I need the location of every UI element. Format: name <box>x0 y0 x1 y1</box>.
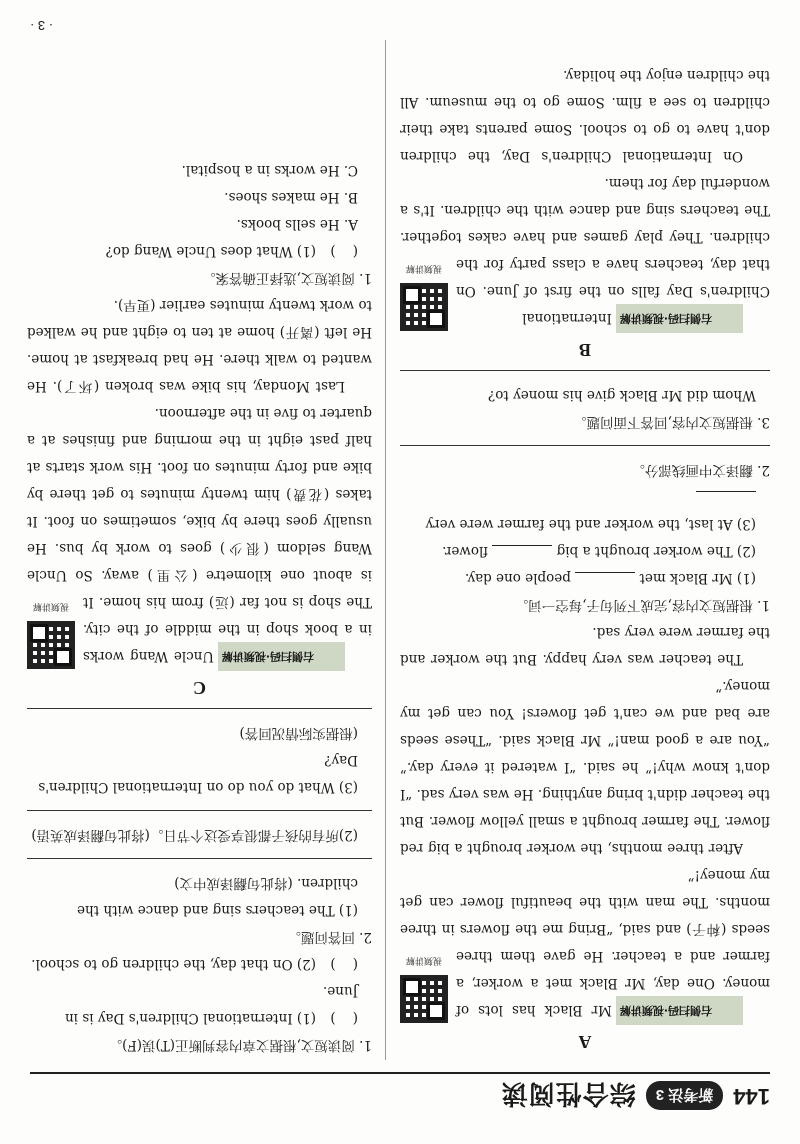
c-q1-question: ( )(1) What does Uncle Wang do? <box>27 237 372 264</box>
a-q3-instruction: 3. 根据短文内容,回答下面问题。 <box>573 414 770 430</box>
answer-line[interactable] <box>400 445 770 446</box>
b-q2-instruction: 2. 回答问题。 <box>287 929 372 945</box>
qr-code-b[interactable] <box>400 254 448 331</box>
c-q1-instruction: 1. 阅读短文,选择正确答案。 <box>202 270 372 286</box>
page-header <box>30 1072 770 1118</box>
c-q1-option[interactable]: C. He works in a hospital. <box>181 162 358 178</box>
qr-label: 视频讲解 <box>406 955 443 965</box>
answer-line[interactable] <box>27 810 372 811</box>
answer-blank[interactable] <box>492 545 552 560</box>
scan-tag: 右侧扫码·视频讲解 <box>616 996 743 1025</box>
section-c-passage <box>27 291 372 671</box>
left-column <box>400 61 770 1058</box>
passage-paragraph: Last Monday, his bike was broken (坏了). He wanted to walk there. He had breakfast at home. He left (离开) home at ten to eight and he walked to work twenty minutes earlier (更早). <box>27 297 372 394</box>
column-divider <box>385 40 386 1060</box>
passage-paragraph: 右侧扫码·视频讲解Mr Black has lots of money. One day, Mr Black met a worker, a farmer and a teacher. He gave them three seeds (种子) and said, “Bring me the flowers in three months. The man with the beautiful flower can get my money!” <box>400 861 770 1025</box>
b-q2-note: (根据实际情况回答) <box>239 725 358 741</box>
a-q1-item: (3) At last, the worker and the farmer were very <box>400 483 770 537</box>
section-a-passage <box>400 618 770 1025</box>
answer-paren[interactable]: ( ) <box>330 1010 358 1026</box>
b-q2-item: (1) The teachers sing and dance with the children. (将此句翻译成中文) <box>77 875 358 918</box>
b-q2-item: (3) What do you do on International Children's Day? <box>38 752 358 795</box>
c-q1-option[interactable]: A. He sells books. <box>236 216 358 232</box>
answer-line[interactable] <box>27 708 372 709</box>
b-q2-item: (2)所有的孩子都很享受这个节日。(将此句翻译成英语) <box>31 827 358 843</box>
right-column <box>27 156 372 1058</box>
answer-blank[interactable] <box>575 572 635 587</box>
a-q1-item: (1) Mr Black met people one day. <box>464 570 756 586</box>
passage-paragraph: After three months, the worker brought a big red flower. The farmer brought a small yellow flower. But the teacher didn't bring anything. He was very sad. “I don't know why!” he said. “I watered it every day.” “You are a good man!” Mr Black said. “These seeds are bad and we can't get flowers! You can get my money.” <box>400 678 770 856</box>
section-c-title: C <box>193 678 206 698</box>
qr-code-icon <box>400 975 448 1023</box>
answer-paren[interactable]: ( ) <box>330 243 358 259</box>
b-q1-item: ( )(1) International Children's Day is in June. <box>27 977 372 1031</box>
passage-paragraph: 右侧扫码·视频讲解Uncle Wang works in a book shop in the middle of the city. The shop is not far (远) from his home. It is about one kilometre (公里) away. So Uncle Wang seldom (很少) goes to work by bus. He usually goes there by bike, sometimes on foot. It takes (花费) him twenty minutes to get there by bike and forty minutes on foot. His work starts at half past eight in the morning and finishes at a quarter to five in the afternoon. <box>27 399 372 671</box>
answer-line[interactable] <box>27 858 372 859</box>
a-q2-instruction: 2. 翻译文中画线部分。 <box>631 462 770 478</box>
answer-line[interactable] <box>400 370 770 371</box>
passage-paragraph: 右侧扫码·视频讲解International Children's Day falls on the first of June. On that day, teachers have a class party for the children. They play games and have cakes together. The teachers sing and dance with the children. It's a wonderful day for them. <box>400 169 770 333</box>
c-q1-option[interactable]: B. He makes shoes. <box>224 189 358 205</box>
scan-tag: 右侧扫码·视频讲解 <box>616 304 743 333</box>
qr-code-icon <box>27 621 75 669</box>
page-number: 144 <box>733 1084 770 1109</box>
new-exam-badge: 新考法 3 <box>646 1082 724 1111</box>
scan-tag: 右侧扫码·视频讲解 <box>218 642 345 671</box>
a-q1-instruction: 1. 根据短文内容,完成下列句子,每空一词。 <box>514 597 770 613</box>
qr-code-a[interactable] <box>400 946 448 1023</box>
qr-label: 视频讲解 <box>406 263 443 273</box>
section-b-title: B <box>579 340 592 360</box>
passage-paragraph: On International Children's Day, the children don't have to go to school. Some parents take their children to see a film. Some go to the museum. All the children enjoy the holiday. <box>400 67 770 164</box>
qr-code-c[interactable] <box>27 592 75 669</box>
b-q1-instruction: 1. 阅读短文,根据文章内容判断正(T)误(F)。 <box>108 1037 372 1053</box>
passage-paragraph: The teacher was very happy. But the worker and the farmer were very sad. <box>400 624 770 667</box>
section-a-title: A <box>578 1032 592 1052</box>
a-q1-item: (2) The worker brought a big flower. <box>442 543 756 559</box>
page-title: 综合性阅读 <box>500 1078 636 1109</box>
a-q3-question: Whom did Mr Black give his money to? <box>488 387 756 403</box>
answer-paren[interactable]: ( ) <box>330 956 358 972</box>
section-b-passage <box>400 61 770 333</box>
qr-label: 视频讲解 <box>33 601 70 611</box>
qr-code-icon <box>400 283 448 331</box>
footer-page-mark: · 3 · <box>30 18 54 33</box>
answer-blank[interactable] <box>696 491 756 506</box>
b-q1-item: ( )(2) On that day, the children go to school. <box>27 950 372 977</box>
